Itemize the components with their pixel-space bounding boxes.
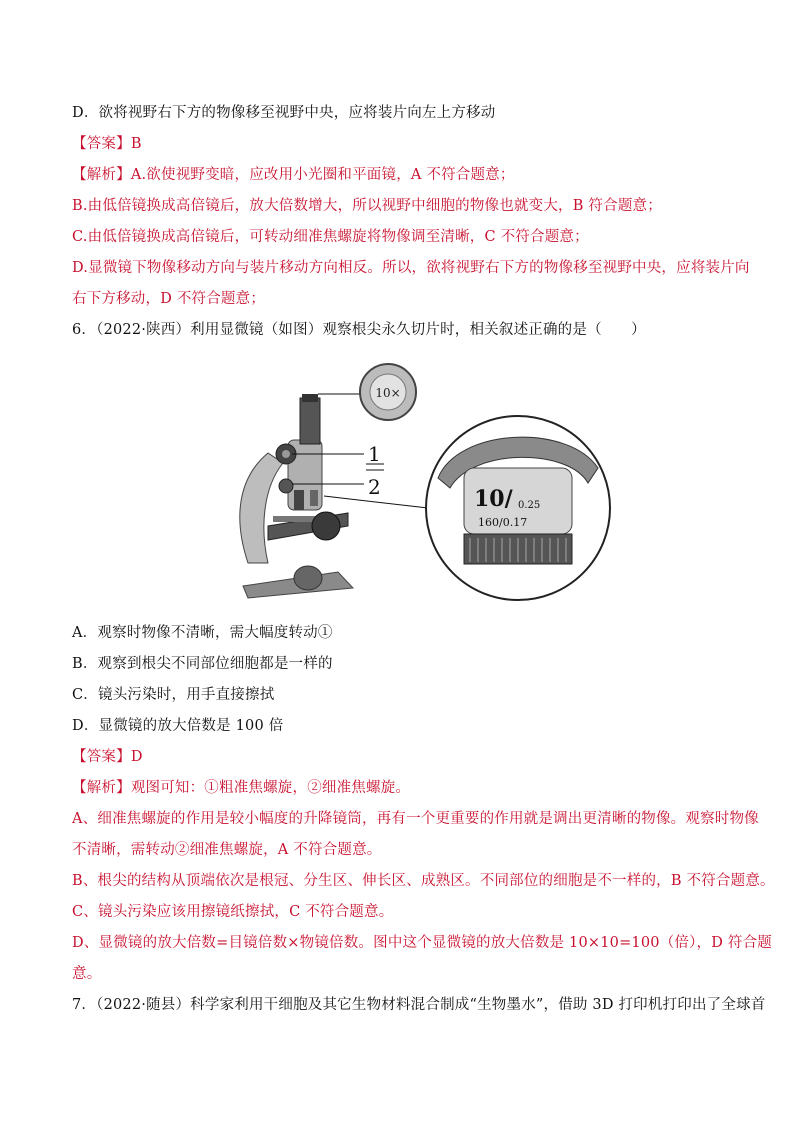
objective-tube-label: 160/0.17 [478,516,528,529]
q7-stem: 7．（2022·随县）科学家利用干细胞及其它生物材料混合制成“生物墨水”，借助 3D 打印机打印出了全球首 [72,997,766,1013]
q6-analysis-d-line2: 意。 [72,966,102,982]
label-1: 1 [368,442,381,466]
mirror-icon [294,566,322,590]
analysis-label: 【解析】 [72,167,131,183]
q6-option-b: B．观察到根尖不同部位细胞都是一样的 [72,656,333,672]
q6-option-d: D．显微镜的放大倍数是 100 倍 [72,718,284,734]
q5-analysis-d-line2: 右下方移动，D 不符合题意； [72,291,266,307]
label-2: 2 [368,475,381,499]
light-knob-icon [312,512,340,540]
q5-analysis-a [72,165,732,185]
objective-icon-2 [310,490,318,506]
q6-analysis-c: C、镜头污染应该用擦镜纸擦拭，C 不符合题意。 [72,904,394,920]
q6-analysis-a-line1: A、细准焦螺旋的作用是较小幅度的升降镜筒，再有一个更重要的作用就是调出更清晰的物像。观察时物像 [72,811,759,827]
fine-focus-knob-icon [279,479,293,493]
q6-option-a: A．观察时物像不清晰，需大幅度转动① [72,625,333,641]
q6-answer [72,747,732,767]
q5-analysis-b: B.由低倍镜换成高倍镜后，放大倍数增大，所以视野中细胞的物像也就变大，B 符合题意； [72,198,662,214]
q5-analysis-d-line1: D.显微镜下物像移动方向与装片移动方向相反。所以，欲将视野右下方的物像移至视野中央，应将装片向 [72,260,750,276]
answer-value: D [130,749,143,765]
eyepiece-mag-label: 10× [375,386,401,400]
q6-stem: 6．（2022·陕西）利用显微镜（如图）观察根尖永久切片时，相关叙述正确的是（ ） [72,322,646,338]
q6-option-c: C．镜头污染时，用手直接擦拭 [72,687,275,703]
objective-na-label: 0.25 [518,500,541,511]
answer-label: 【答案】 [72,749,131,765]
tube-icon [300,398,320,444]
eyepiece-icon [302,394,318,402]
microscope-arm-icon [240,453,283,563]
answer-value: B [130,136,142,152]
answer-label: 【答案】 [72,136,131,152]
q5-answer [72,134,732,154]
q6-analysis-b: B、根尖的结构从顶端依次是根冠、分生区、伸长区、成熟区。不同部位的细胞是不一样的，B 不符合题意。 [72,873,775,889]
microscope-figure [228,358,728,608]
objective-icon [294,490,304,510]
q6-analysis-d-line1: D、显微镜的放大倍数=目镜倍数×物镜倍数。图中这个显微镜的放大倍数是 10×10=100（倍），D 符合题 [72,935,772,951]
analysis-text: A.欲使视野变暗，应改用小光圈和平面镜，A 不符合题意； [130,167,515,183]
q5-analysis-c: C.由低倍镜换成高倍镜后，可转动细准焦螺旋将物像调至清晰，C 不符合题意； [72,229,589,245]
q5-option-d: D．欲将视野右下方的物像移至视野中央，应将装片向左上方移动 [72,105,496,121]
q6-analysis-intro [72,778,732,798]
objective-mag-label: 10/ [474,486,513,512]
q6-analysis-a-line2: 不清晰，需转动②细准焦螺旋，A 不符合题意。 [72,842,382,858]
analysis-text: 观图可知：①粗准焦螺旋，②细准焦螺旋。 [130,780,411,796]
analysis-label: 【解析】 [72,780,131,796]
